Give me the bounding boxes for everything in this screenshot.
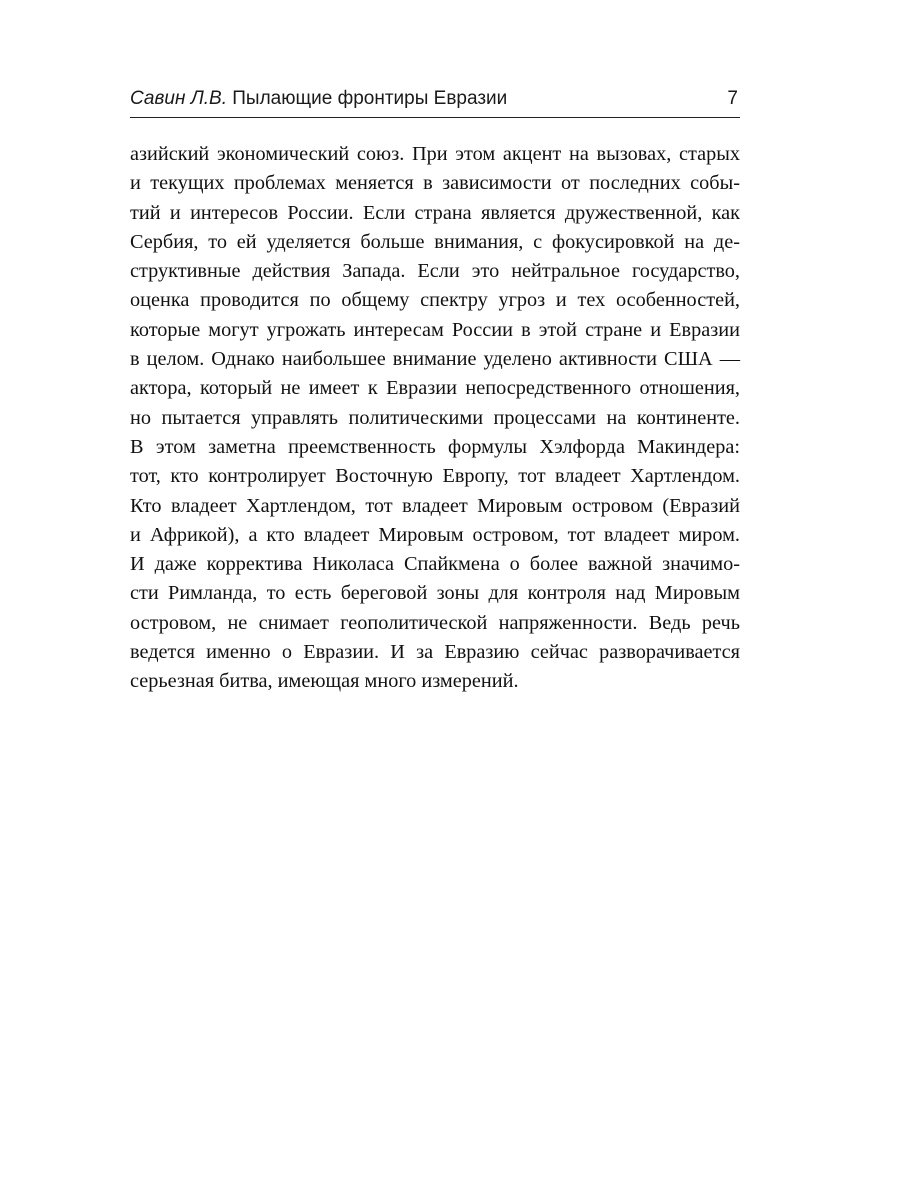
- text-line: которые могут угрожать интересам России в этой стране и Евразии: [130, 318, 740, 341]
- header-author: Савин Л.В.: [130, 88, 227, 109]
- text-line: в целом. Однако наибольшее внимание уделено активности США —: [130, 348, 740, 371]
- text-line: Кто владеет Хартлендом, тот владеет Мировым островом (Евразий: [130, 494, 740, 517]
- text-line: сти Римланда, то есть береговой зоны для контроля над Мировым: [130, 582, 740, 605]
- text-line: и текущих проблемах меняется в зависимости от последних собы-: [130, 172, 740, 195]
- text-line: Сербия, то ей уделяется больше внимания, с фокусировкой на де-: [130, 230, 740, 253]
- text-line: тий и интересов России. Если страна является дружественной, как: [130, 201, 740, 224]
- header-left: [130, 88, 507, 110]
- text-line: В этом заметна преемственность формулы Хэлфорда Макиндера:: [130, 435, 740, 458]
- body-paragraph: [130, 140, 740, 697]
- text-line: серьезная битва, имеющая много измерений.: [130, 670, 519, 693]
- text-line: и Африкой), а кто владеет Мировым островом, тот владеет миром.: [130, 523, 740, 546]
- header-book-title: Пылающие фронтиры Евразии: [232, 88, 508, 109]
- text-line: оценка проводится по общему спектру угроз и тех особенностей,: [130, 289, 740, 312]
- text-line: ведется именно о Евразии. И за Евразию сейчас разворачивается: [130, 641, 740, 664]
- running-header: [130, 82, 740, 118]
- header-rule: [130, 117, 740, 118]
- text-line: И даже корректива Николаса Спайкмена о более важной значимо-: [130, 553, 740, 576]
- text-line: структивные действия Запада. Если это нейтральное государство,: [130, 260, 740, 283]
- text-line: тот, кто контролирует Восточную Европу, тот владеет Хартлендом.: [130, 465, 740, 488]
- text-line: актора, который не имеет к Евразии непосредственного отношения,: [130, 377, 740, 400]
- page-number: 7: [727, 88, 738, 109]
- text-line: но пытается управлять политическими процессами на континенте.: [130, 406, 740, 429]
- text-line: азийский экономический союз. При этом акцент на вызовах, старых: [130, 143, 740, 165]
- text-line: островом, не снимает геополитической напряженности. Ведь речь: [130, 611, 740, 634]
